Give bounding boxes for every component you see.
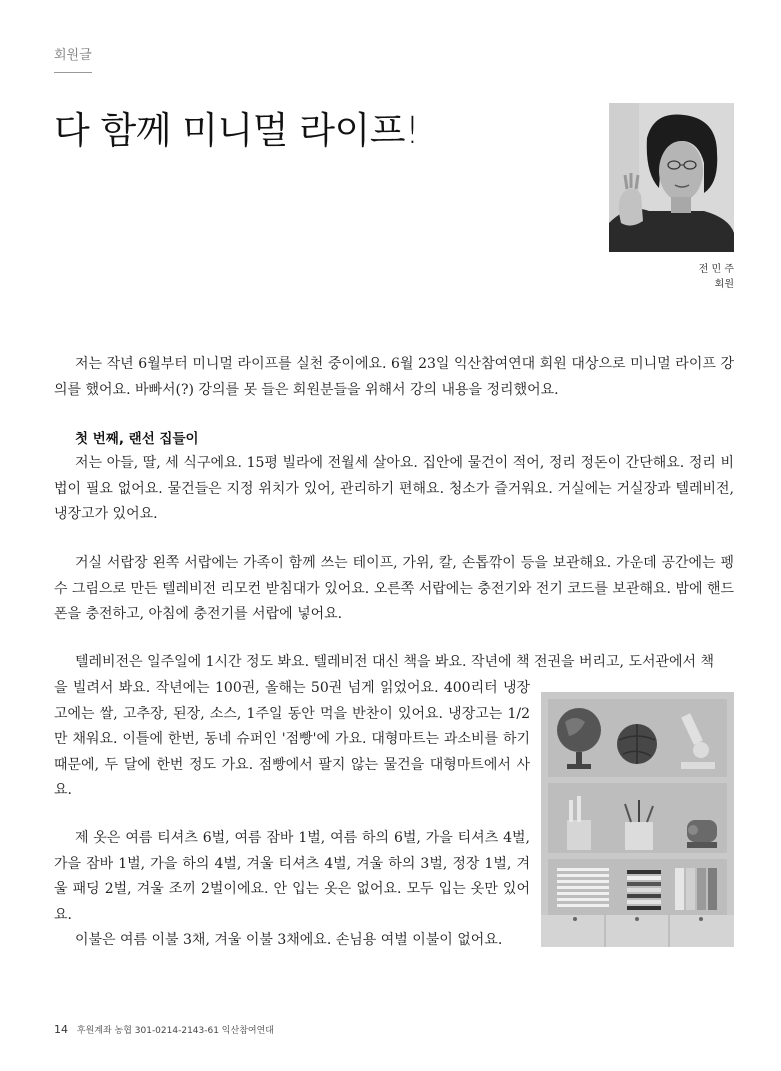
paragraph-5: 이불은 여름 이불 3채, 겨울 이불 3채에요. 손님용 여벌 이불이 없어요. — [75, 932, 503, 948]
author-info — [699, 262, 734, 292]
author-role: 회원 — [714, 279, 734, 290]
intro-paragraph: 저는 작년 6월부터 미니멀 라이프를 실천 중이에요. 6월 23일 익산참여연대 회원 대상으로 미니멀 라이프 강의를 했어요. 바빠서(?) 강의를 못 들은 회원분들을 위해서 강의 내용을 정리했어요. — [54, 356, 734, 398]
section-label: 회원글 — [54, 48, 92, 63]
paragraph-3: 을 빌려서 봐요. 작년에는 100권, 올해는 50권 넘게 읽었어요. 400리터 냉장고에는 쌀, 고추장, 된장, 소스, 1주일 동안 먹을 반찬이 있어요. 냉장고는 1/2만 채워요. 이틀에 한번, 동네 슈퍼인 '점빵'에 가요. 대형마트는 과소비를 하기 때문에, 두 달에 한번 정도 가요. 점빵에서 팔지 않는 물건을 대형마트에서 사요. — [54, 680, 530, 798]
donation-account: 후원계좌 농협 301-0214-2143-61 익산참여연대 — [76, 1026, 274, 1036]
page-footer — [54, 1023, 274, 1036]
author-name: 전 민 주 — [698, 264, 734, 275]
author-photo — [609, 103, 734, 252]
subheading: 첫 번째, 랜선 집들이 — [75, 431, 199, 447]
paragraph-3-first-line: 텔레비전은 일주일에 1시간 정도 봐요. 텔레비전 대신 책을 봐요. 작년에 책 전권을 버리고, 도서관에서 책 — [75, 654, 715, 670]
section-rule — [54, 72, 92, 73]
page-title: 다 함께 미니멀 라이프! — [54, 109, 420, 152]
page-number: 14 — [54, 1023, 68, 1036]
paragraph-2: 거실 서랍장 왼쪽 서랍에는 가족이 함께 쓰는 테이프, 가위, 칼, 손톱깎이 등을 보관해요. 가운데 공간에는 펭수 그림으로 만든 텔레비전 리모컨 받침대가 있어요. 오른쪽 서랍에는 충전기와 전기 코드를 보관해요. 밤에 핸드폰을 충전하고, 아침에 충전기를 서랍에 넣어요. — [54, 555, 734, 622]
paragraph-4: 제 옷은 여름 티셔츠 6벌, 여름 잠바 1벌, 여름 하의 6벌, 가을 티셔츠 4벌, 가을 잠바 1벌, 가을 하의 4벌, 겨울 티셔츠 4벌, 겨울 하의 3벌, 정장 1벌, 겨울 패딩 2벌, 겨울 조끼 2벌이에요. 안 입는 옷은 없어요. 모두 입는 옷만 있어요. — [54, 830, 530, 923]
shelf-illustration — [541, 692, 734, 947]
paragraph-1: 저는 아들, 딸, 세 식구에요. 15평 빌라에 전월세 살아요. 집안에 물건이 적어, 정리 정돈이 간단해요. 정리 비법이 필요 없어요. 물건들은 지정 위치가 있어, 관리하기 편해요. 청소가 즐거워요. 거실에는 거실장과 텔레비전, 냉장고가 있어요. — [54, 455, 734, 522]
